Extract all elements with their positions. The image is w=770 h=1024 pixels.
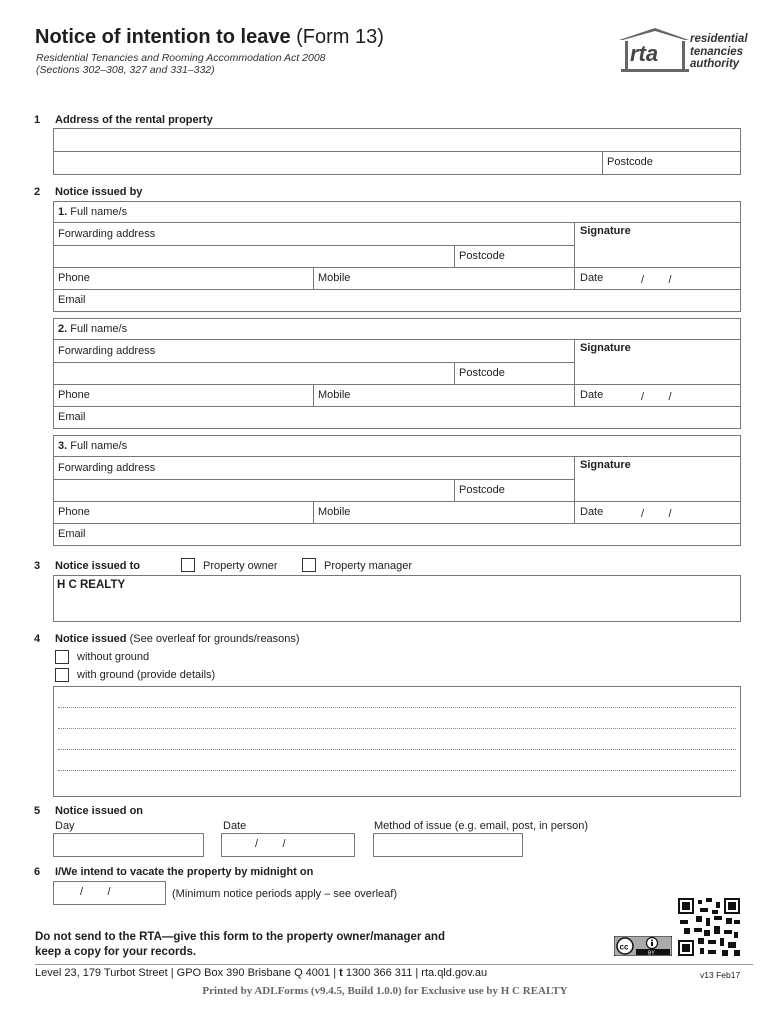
- tenant-3-divider-c: [53, 501, 741, 502]
- tenant-1-full-name-label[interactable]: [58, 206, 127, 218]
- tenant-1-divider-d: [53, 289, 741, 290]
- with-ground-checkbox[interactable]: [55, 668, 69, 682]
- section-6-heading: I/We intend to vacate the property by midnight on: [55, 866, 314, 878]
- tenant-1-forwarding-label: Forwarding address: [58, 228, 156, 240]
- details-line-1: [58, 707, 736, 708]
- form-number: (Form 13): [296, 26, 384, 48]
- without-ground-label: without ground: [77, 651, 150, 663]
- tenant-2-divider-c: [53, 384, 741, 385]
- section-6-number: 6: [34, 866, 41, 878]
- tenant-2-divider-d: [53, 406, 741, 407]
- logo-line-3: authority: [690, 58, 740, 70]
- tenant-3-signature-divider: [574, 456, 575, 523]
- tenant-2-phone-label: Phone: [58, 389, 90, 401]
- property-manager-label: Property manager: [324, 560, 413, 572]
- printed-by-note: Printed by ADLForms (v9.4.5, Build 1.0.0) for Exclusive use by H C REALTY: [202, 985, 568, 997]
- without-ground-checkbox[interactable]: [55, 650, 69, 664]
- tenant-1-block: [53, 201, 741, 312]
- tenant-3-divider-d: [53, 523, 741, 524]
- section-1-number: 1: [34, 114, 41, 126]
- tenant-2-number: 2.: [58, 323, 68, 335]
- address-divider: [53, 151, 741, 152]
- tenant-1-signature-divider: [574, 222, 575, 289]
- tenant-2-email-label: Email: [58, 411, 86, 423]
- method-of-issue-field[interactable]: [373, 833, 523, 857]
- warning-line-2: keep a copy for your records.: [35, 946, 197, 958]
- cc-by-label: BY: [648, 950, 655, 956]
- tenant-3-date-separators: / /: [641, 508, 672, 520]
- act-name: Residential Tenancies and Rooming Accommodation Act 2008: [36, 52, 326, 64]
- logo-mark: rta: [630, 41, 659, 66]
- method-of-issue-label: Method of issue (e.g. email, post, in person): [374, 820, 588, 832]
- property-owner-label: Property owner: [203, 560, 278, 572]
- rta-address: Level 23, 179 Turbot Street | GPO Box 390 Brisbane Q 4001 |: [35, 967, 340, 979]
- tenant-3-phone-label: Phone: [58, 506, 90, 518]
- tenant-3-mobile-divider: [313, 501, 314, 523]
- minimum-notice-note: (Minimum notice periods apply – see overleaf): [172, 888, 397, 900]
- section-4-heading: [55, 633, 300, 645]
- grounds-details-field[interactable]: [53, 686, 741, 797]
- section-4-heading-note: (See overleaf for grounds/reasons): [129, 633, 300, 645]
- title-text: Notice of intention to leave: [35, 26, 291, 48]
- issued-date-field[interactable]: [221, 833, 355, 857]
- rta-phone-web: 1300 366 311 | rta.qld.gov.au: [342, 967, 488, 979]
- vacate-date-separators: / /: [80, 886, 111, 898]
- tenant-2-full-name-label[interactable]: [58, 323, 127, 335]
- tenant-1-mobile-label: Mobile: [318, 272, 351, 284]
- tenant-1-divider-c: [53, 267, 741, 268]
- warning-line-1: Do not send to the RTA—give this form to the property owner/manager and: [35, 931, 445, 943]
- tenant-3-date-label: Date: [580, 506, 604, 518]
- tenant-2-divider-a: [53, 339, 741, 340]
- tenant-1-date-label: Date: [580, 272, 604, 284]
- tenant-1-postcode-label: Postcode: [459, 250, 505, 262]
- tenant-2-postcode-divider: [454, 362, 455, 384]
- section-3-number: 3: [34, 560, 41, 572]
- tenant-3-divider-b: [53, 479, 574, 480]
- tenant-3-postcode-divider: [454, 479, 455, 501]
- tenant-1-divider-a: [53, 222, 741, 223]
- tenant-2-date-separators: / /: [641, 391, 672, 403]
- tenant-2-signature-label: Signature: [580, 342, 631, 354]
- tenant-3-divider-a: [53, 456, 741, 457]
- tenant-3-mobile-label: Mobile: [318, 506, 351, 518]
- footer-divider: [35, 964, 753, 965]
- tenant-1-signature-label: Signature: [580, 225, 631, 237]
- do-not-send-warning: [35, 930, 505, 960]
- form-version: v13 Feb17: [700, 970, 741, 980]
- tenant-3-block: [53, 435, 741, 546]
- section-4-number: 4: [34, 633, 41, 645]
- tenant-1-postcode-divider: [454, 245, 455, 267]
- tenant-2-postcode-label: Postcode: [459, 367, 505, 379]
- rta-contact-line: [35, 967, 487, 979]
- property-manager-checkbox[interactable]: [302, 558, 316, 572]
- logo-line-1: residential: [690, 33, 748, 45]
- tenant-1-mobile-divider: [313, 267, 314, 289]
- tenant-2-mobile-divider: [313, 384, 314, 406]
- details-line-4: [58, 770, 736, 771]
- tenant-3-postcode-label: Postcode: [459, 484, 505, 496]
- tenant-3-signature-label: Signature: [580, 459, 631, 471]
- tenant-3-full-name-label[interactable]: [58, 440, 127, 452]
- notice-issued-to-field[interactable]: [53, 575, 741, 622]
- section-5-heading: Notice issued on: [55, 805, 144, 817]
- svg-text:cc: cc: [619, 942, 629, 952]
- tenant-2-date-label: Date: [580, 389, 604, 401]
- section-2-number: 2: [34, 186, 41, 198]
- phone-prefix: t: [339, 967, 343, 979]
- issued-day-label: Day: [55, 820, 75, 832]
- issued-date-label: Date: [223, 820, 247, 832]
- section-2-heading: Notice issued by: [55, 186, 143, 198]
- section-5-number: 5: [34, 805, 41, 817]
- tenant-3-full-name-text: Full name/s: [70, 440, 128, 452]
- address-postcode-label: Postcode: [607, 156, 653, 168]
- tenant-3-email-label: Email: [58, 528, 86, 540]
- with-ground-label: with ground (provide details): [77, 669, 216, 681]
- tenant-1-phone-label: Phone: [58, 272, 90, 284]
- tenant-3-number: 3.: [58, 440, 68, 452]
- issued-day-field[interactable]: [53, 833, 204, 857]
- details-line-3: [58, 749, 736, 750]
- tenant-2-forwarding-label: Forwarding address: [58, 345, 156, 357]
- section-4-heading-text: Notice issued: [55, 633, 127, 645]
- logo-text: [690, 33, 748, 71]
- tenant-1-number: 1.: [58, 206, 68, 218]
- tenant-2-signature-divider: [574, 339, 575, 406]
- tenant-2-mobile-label: Mobile: [318, 389, 351, 401]
- tenant-1-full-name-text: Full name/s: [70, 206, 128, 218]
- section-3-heading: Notice issued to: [55, 560, 140, 572]
- tenant-2-full-name-text: Full name/s: [70, 323, 128, 335]
- issued-date-separators: / /: [255, 838, 286, 850]
- postcode-divider: [602, 151, 603, 175]
- tenant-1-date-separators: / /: [641, 274, 672, 286]
- details-line-2: [58, 728, 736, 729]
- creative-commons-icon: [614, 936, 672, 956]
- qr-code-icon: [678, 898, 740, 956]
- notice-issued-to-value: H C REALTY: [57, 579, 126, 591]
- act-sections: (Sections 302–308, 327 and 331–332): [36, 64, 215, 76]
- tenant-2-divider-b: [53, 362, 574, 363]
- tenant-3-forwarding-label: Forwarding address: [58, 462, 156, 474]
- tenant-1-divider-b: [53, 245, 574, 246]
- property-owner-checkbox[interactable]: [181, 558, 195, 572]
- logo-line-2: tenancies: [690, 45, 744, 58]
- page-title: [35, 26, 384, 49]
- tenant-1-email-label: Email: [58, 294, 86, 306]
- tenant-2-block: [53, 318, 741, 429]
- section-1-heading: Address of the rental property: [55, 114, 213, 126]
